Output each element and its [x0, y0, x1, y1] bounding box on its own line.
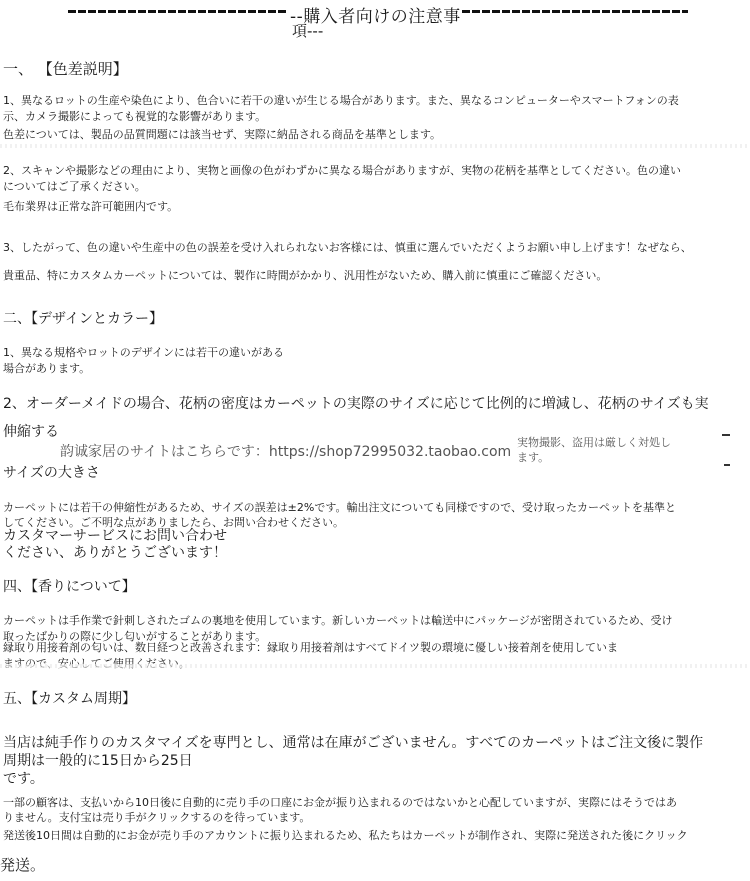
section-2-paragraph-3: サイズの大きさ	[3, 465, 100, 481]
section-1-heading: 一、 【色差説明】	[3, 60, 128, 78]
scan-mark	[722, 434, 730, 436]
shop-watermark: 韵诚家居のサイトはこちらです：https://shop72995032.taobao.com	[60, 444, 512, 460]
scan-artifact	[0, 664, 750, 668]
title-divider-right	[462, 10, 688, 13]
title-divider-left	[68, 10, 288, 13]
section-5-heading: 五、【カスタム周期】	[3, 691, 136, 707]
section-5-paragraph-4: 発送。	[0, 856, 46, 874]
section-2-heading: 二、【デザインとカラー】	[3, 311, 164, 327]
section-4-heading: 四、【香りについて】	[3, 579, 136, 595]
section-5-paragraph-3: 発送後10日間は自動的にお金が売り手のアカウントに振り込まれるため、私たちはカーペットが制作され、実際に発送された後にクリック	[3, 829, 688, 842]
section-1-paragraph-3: 3、したがって、色の違いや生産中の色の誤差を受け入れられないお客様には、慎重に選んでいただくようお願い申し上げます！なぜなら、	[3, 241, 692, 254]
scan-mark	[724, 464, 730, 466]
section-1-paragraph-4: 貴重品、特にカスタムカーペットについては、製作に時間がかかり、汎用性がないため、購入前に慎重にご確認ください。	[3, 269, 608, 282]
page-title: --購入者向けの注意事	[290, 7, 461, 27]
scan-artifact	[0, 144, 750, 148]
page-title-continuation: 項---	[292, 22, 324, 40]
